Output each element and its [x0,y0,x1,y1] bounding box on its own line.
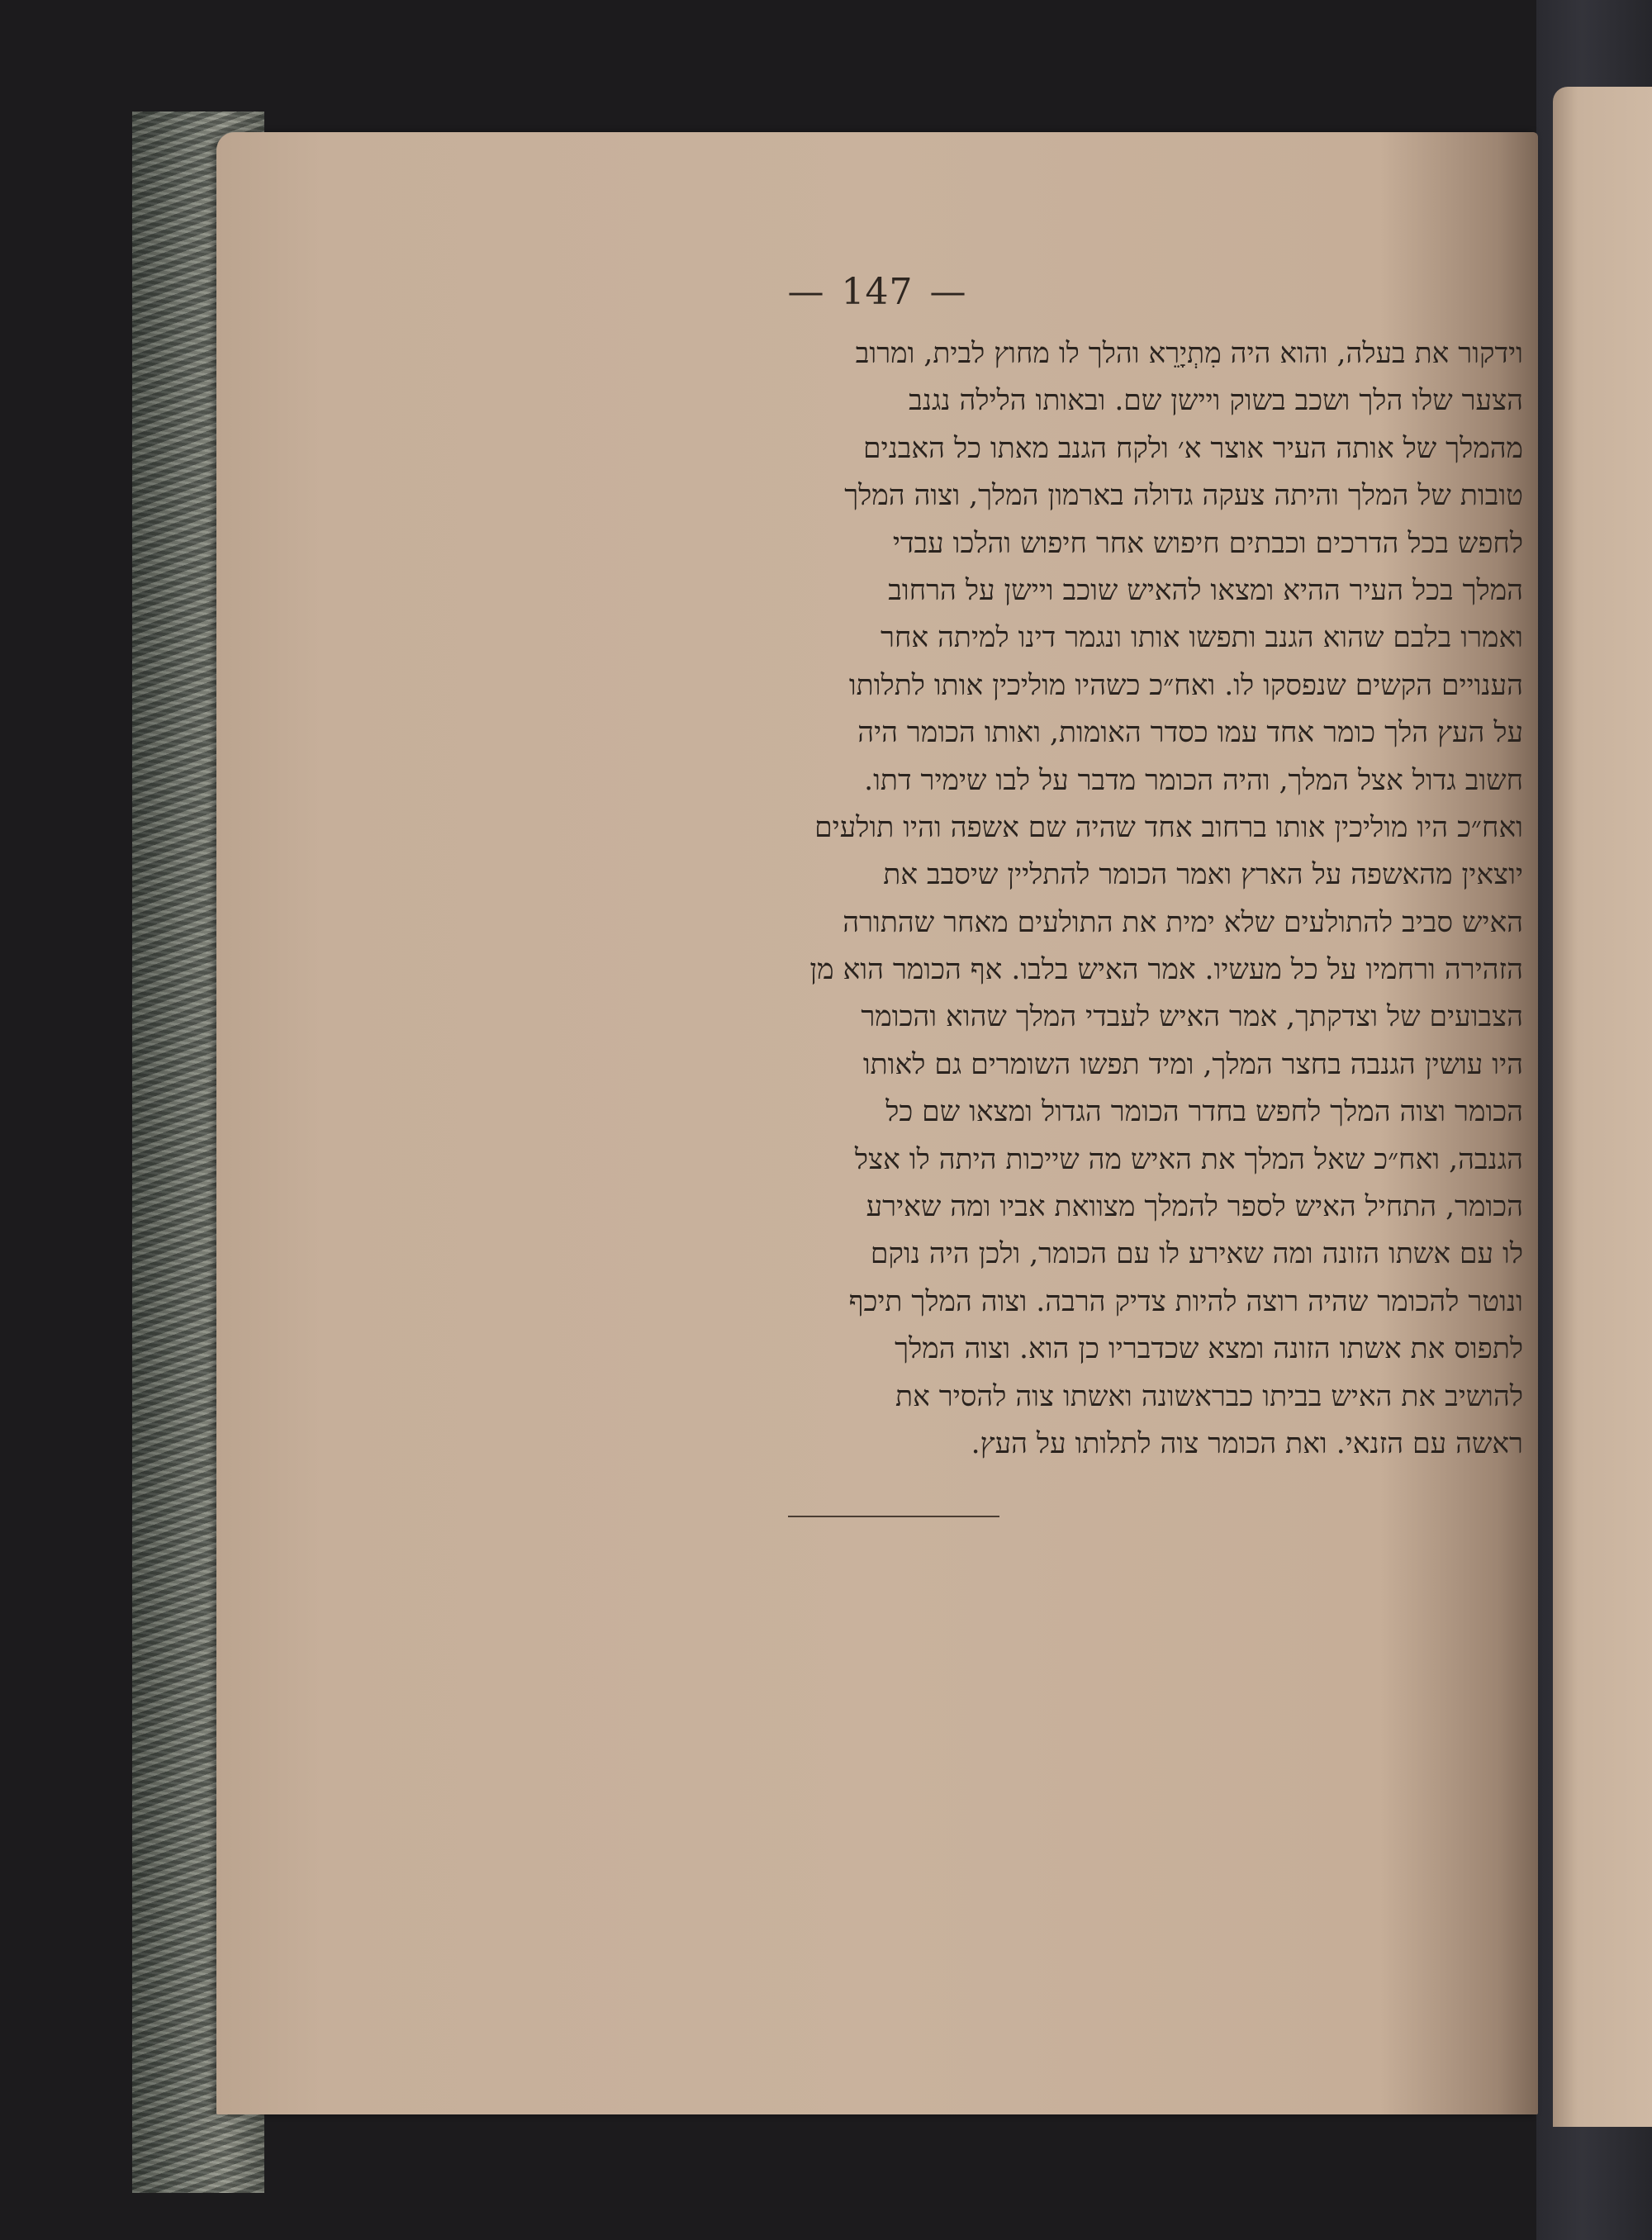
text-line: היו עושין הגנבה בחצר המלך, ומיד תפשו השומרים גם לאותו [862,1047,1523,1081]
book-page [216,132,1538,2114]
text-line: להושיב את האיש בביתו כבראשונה ואשתו צוה להסיר את [895,1379,1523,1413]
text-line: טובות של המלך והיתה צעקה גדולה בארמון המלך, וצוה המלך [844,479,1523,513]
text-line: יוצאין מהאשפה על הארץ ואמר הכומר להתליין שיסבב את [883,858,1523,892]
text-line: הצבועים של וצדקתך, אמר האיש לעבדי המלך שהוא והכומר [861,1000,1523,1034]
text-line: האיש סביב להתולעים שלא ימית את התולעים מאחר שהתורה [843,905,1523,939]
adjacent-page-edge [1553,87,1652,2127]
text-line: לחפש בכל הדרכים וכבתים חיפוש אחר חיפוש והלכו עבדי [892,526,1523,560]
text-line: חשוב גדול אצל המלך, והיה הכומר מדבר על לבו שימיר דתו. [864,763,1523,797]
text-line: הכומר, התחיל האיש לספר להמלך מצוואת אביו ומה שאירע [866,1190,1523,1224]
text-line: ואמרו בלבם שהוא הגנב ותפשו אותו ונגמר דינו למיתה אחר [881,621,1523,655]
text-line: המלך בכל העיר ההיא ומצאו להאיש שוכב ויישן על הרחוב [888,573,1523,607]
text-line: מהמלך של אותה העיר אוצר א׳ ולקח הגנב מאתו כל האבנים [863,431,1523,465]
page-header [216,271,1538,313]
header-dash-right: — [929,271,967,313]
text-line: הכומר וצוה המלך לחפש בחדר הכומר הגדול ומצאו שם כל [885,1095,1523,1129]
page-number: 147 [841,271,914,313]
text-line: ונוטר להכומר שהיה רוצה להיות צדיק הרבה. וצוה המלך תיכף [848,1284,1523,1318]
text-line: הזהירה ורחמיו על כל מעשיו. אמר האיש בלבו. אף הכומר הוא מן [809,953,1523,987]
header-dash-left: — [787,271,825,313]
text-line: הגנבה, ואח״כ שאל המלך את האיש מה שייכות היתה לו אצל [854,1142,1523,1176]
text-line: הצער שלו הלך ושכב בשוק ויישן שם. ובאותו הלילה נגנב [909,384,1523,418]
body-text [441,330,1523,1468]
text-line: ראשה עם הזנאי. ואת הכומר צוה לתלותו על העץ. [971,1426,1523,1460]
text-line: לו עם אשתו הזונה ומה שאירע לו עם הכומר, ולכן היה נוקם [870,1237,1523,1271]
text-line: לתפוס את אשתו הזונה ומצא שכדבריו כן הוא. וצוה המלך [895,1332,1523,1366]
text-line: ואח״כ היו מוליכין אותו ברחוב אחד שהיה שם אשפה והיו תולעים [814,810,1523,844]
text-line: וידקור את בעלה, והוא היה מִתְיָרֵא והלך לו מחוץ לבית, ומרוב [855,337,1523,370]
text-line: על העץ הלך כומר אחד עמו כסדר האומות, ואותו הכומר היה [857,716,1523,750]
section-end-rule [788,1516,999,1517]
text-line: הענויים הקשים שנפסקו לו. ואח״כ כשהיו מוליכין אותו לתלותו [848,668,1523,702]
